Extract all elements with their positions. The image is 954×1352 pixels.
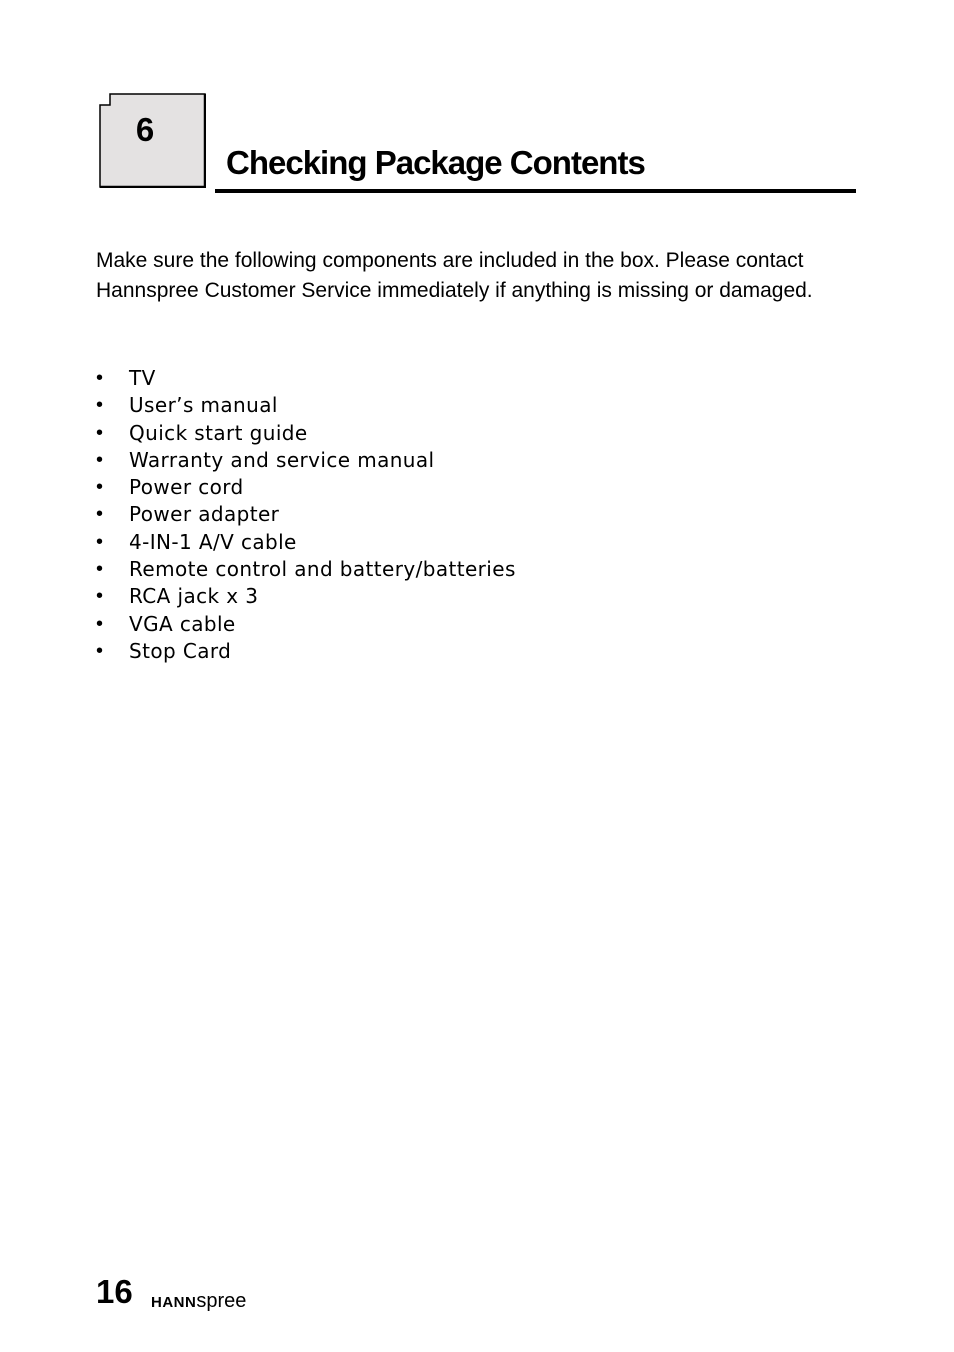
list-item <box>96 611 516 638</box>
list-item-label: Stop Card <box>129 638 232 663</box>
bullet-icon: • <box>96 394 104 417</box>
list-item <box>96 365 516 392</box>
bullet-icon: • <box>96 558 104 581</box>
brand-logo <box>151 1291 246 1311</box>
list-item-label: Power adapter <box>129 502 280 527</box>
bullet-icon: • <box>96 585 104 608</box>
chapter-number: 6 <box>135 111 155 148</box>
list-item <box>96 556 516 583</box>
bullet-icon: • <box>96 421 104 444</box>
list-item-label: Warranty and service manual <box>129 447 435 472</box>
list-item-label: TV <box>129 366 156 390</box>
bullet-icon: • <box>96 612 104 635</box>
list-item <box>96 474 516 501</box>
list-item <box>96 638 516 665</box>
intro-paragraph: Make sure the following components are included in the box. Please contact Hannspree Customer Service immediately if anything is missing or damaged. <box>96 249 813 302</box>
bullet-icon: • <box>96 448 104 471</box>
list-item-label: RCA jack x 3 <box>129 584 259 609</box>
list-item <box>96 501 516 528</box>
bullet-icon: • <box>96 530 104 553</box>
list-item-label: User’s manual <box>129 393 278 418</box>
chapter-tab <box>99 93 206 188</box>
list-item-label: Power cord <box>129 475 244 500</box>
list-item <box>96 447 516 474</box>
brand-logo-bold: HANN <box>151 1294 197 1311</box>
brand-logo-light: spree <box>196 1290 247 1312</box>
title-underline <box>215 189 856 193</box>
list-item <box>96 420 516 447</box>
page-number: 16 <box>96 1273 133 1310</box>
list-item-label: Quick start guide <box>129 420 308 445</box>
package-contents-list <box>96 365 516 665</box>
bullet-icon: • <box>96 476 104 499</box>
list-item-label: VGA cable <box>129 611 236 636</box>
list-item <box>96 583 516 610</box>
page-title: Checking Package Contents <box>226 144 645 181</box>
bullet-icon: • <box>96 503 104 526</box>
bullet-icon: • <box>96 367 104 389</box>
list-item-label: Remote control and battery/batteries <box>129 557 516 582</box>
list-item-label: 4-IN-1 A/V cable <box>129 529 297 554</box>
bullet-icon: • <box>96 639 104 662</box>
list-item <box>96 392 516 419</box>
list-item <box>96 529 516 556</box>
